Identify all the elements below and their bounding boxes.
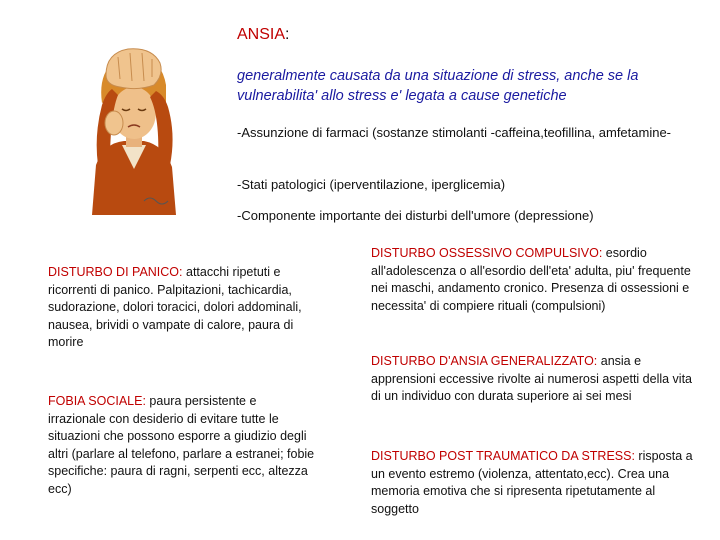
title-term: ANSIA: [237, 26, 286, 43]
slide-title: [237, 26, 289, 44]
ptsd-block: [371, 448, 701, 518]
cause-item: -Assunzione di farmaci (sostanze stimolanti -caffeina,teofillina, amfetamine-: [237, 125, 672, 140]
gad-term: DISTURBO D'ANSIA GENERALIZZATO:: [371, 354, 598, 368]
social-phobia-text: paura persistente e irrazionale con desiderio di evitare tutte le situazioni che possono esporre a giudizio degli altri (parlare al telefono, parlare a estranei; fobie specifiche: paura di ragni, serpenti ecc, altezza ecc): [48, 394, 315, 496]
social-phobia-term: FOBIA SOCIALE:: [48, 394, 146, 408]
stressed-man-illustration: [84, 45, 184, 215]
cause-item: -Componente importante dei disturbi dell'umore (depressione): [237, 208, 594, 223]
intro-text: generalmente causata da una situazione di stress, anche se la vulnerabilita' allo stress e' legata a cause genetiche: [237, 68, 639, 104]
ocd-term: DISTURBO OSSESSIVO COMPULSIVO:: [371, 246, 603, 260]
panic-disorder-text: attacchi ripetuti e ricorrenti di panico. Palpitazioni, tachicardia, sudorazione, dolori toracici, dolori addominali, nausea, brividi o vampate di calore, paura di morire: [48, 265, 302, 349]
panic-disorder-block: [48, 264, 313, 352]
cause-item: -Stati patologici (iperventilazione, iperglicemia): [237, 177, 506, 192]
gad-block: [371, 353, 701, 406]
gad-text: ansia e apprensioni eccessive rivolte ai numerosi aspetti della vita di un individuo con durata superiore ai sei mesi: [371, 354, 692, 403]
ptsd-term: DISTURBO POST TRAUMATICO DA STRESS:: [371, 449, 635, 463]
title-colon: :: [285, 26, 290, 43]
ocd-block: [371, 245, 701, 315]
ocd-text: esordio all'adolescenza o all'esordio dell'eta' adulta, piu' frequente nei maschi, andamento cronico. Presenza di ossessioni e necessita' di compiere rituali (compulsioni): [371, 246, 691, 313]
social-phobia-block: [48, 393, 316, 498]
panic-disorder-term: DISTURBO DI PANICO:: [48, 265, 183, 279]
ptsd-text: risposta a un evento estremo (violenza, attentato,ecc). Crea una memoria emotiva che si ripresenta ripetutamente al soggetto: [371, 449, 693, 516]
